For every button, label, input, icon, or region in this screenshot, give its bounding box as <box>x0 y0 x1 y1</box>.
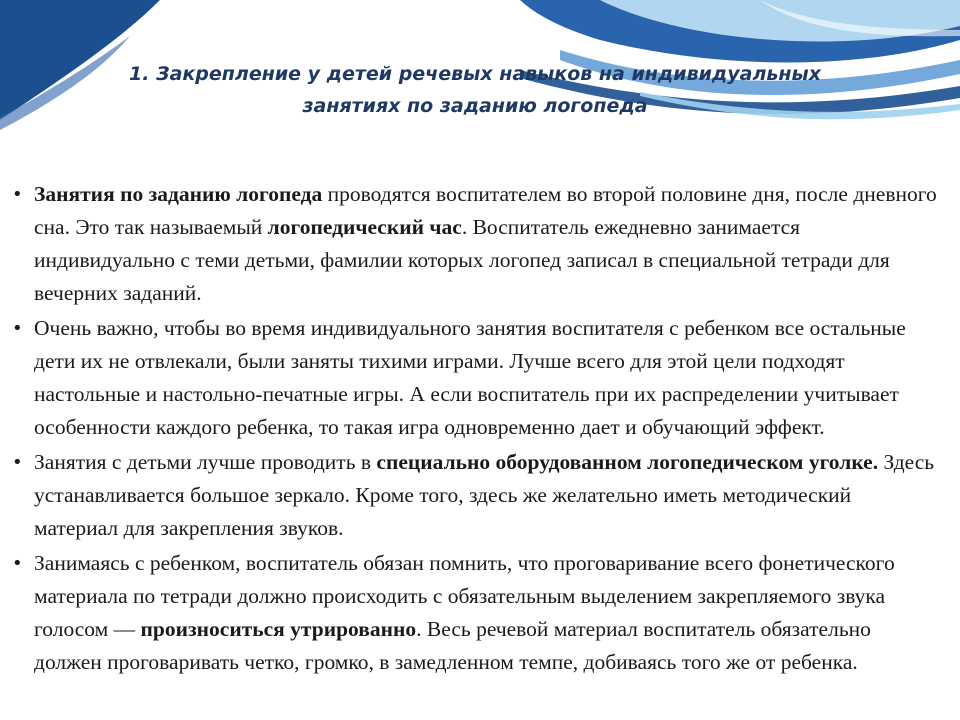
slide-title-line-2: занятиях по заданию логопеда <box>302 95 648 117</box>
bullet-dot-icon: • <box>12 553 23 574</box>
slide-title <box>60 58 890 122</box>
bullet-4-text-1: Занимаясь с ребенком, воспитатель обязан помнить, что проговаривание всего фонетического материала по тетради должно происходить с обязательным выделением закрепляемого звука голосом — <box>34 551 895 641</box>
bullet-dot-icon: • <box>12 184 23 205</box>
bullet-item-3 <box>10 446 940 545</box>
bullet-1-bold-1: Занятия по заданию логопеда <box>34 182 323 206</box>
bullet-1-bold-2: логопедический час <box>267 215 462 239</box>
bullet-3-text-1: Занятия с детьми лучше проводить в <box>34 450 377 474</box>
bullet-list <box>10 178 940 681</box>
bullet-dot-icon: • <box>12 452 23 473</box>
bullet-1-text-1: проводятся воспитателем во второй половине дня, после дневного сна. Это так называемый <box>34 182 937 239</box>
bullet-item-2 <box>10 312 940 444</box>
bullet-4-bold-1: произноситься утрированно <box>140 617 417 641</box>
bullet-3-bold-1: специально оборудованном логопедическом уголке. <box>376 450 879 474</box>
bullet-dot-icon: • <box>12 318 23 339</box>
bullet-item-1 <box>10 178 940 310</box>
bullet-2-text-1: Очень важно, чтобы во время индивидуального занятия воспитателя с ребенком все остальные дети их не отвлекали, были заняты тихими играми. Лучше всего для этой цели подходят настольные и настольно-печатные игры. А если воспитатель при их распределении учитывает особенности каждого ребенка, то такая игра одновременно дает и обучающий эффект. <box>34 316 906 439</box>
bullet-4-text-2: . Весь речевой материал воспитатель обязательно должен проговаривать четко, громко, в замедленном темпе, добиваясь того же от ребенка. <box>34 617 871 674</box>
bullet-1-text-2: . Воспитатель ежедневно занимается индивидуально с теми детьми, фамилии которых логопед записал в специальной тетради для вечерних заданий. <box>34 215 890 305</box>
slide-title-line-1: 1. Закрепление у детей речевых навыков на индивидуальных <box>129 63 821 85</box>
bullet-3-text-2: Здесь устанавливается большое зеркало. Кроме того, здесь же желательно иметь методический материал для закрепления звуков. <box>34 450 935 540</box>
bullet-item-4 <box>10 547 940 679</box>
